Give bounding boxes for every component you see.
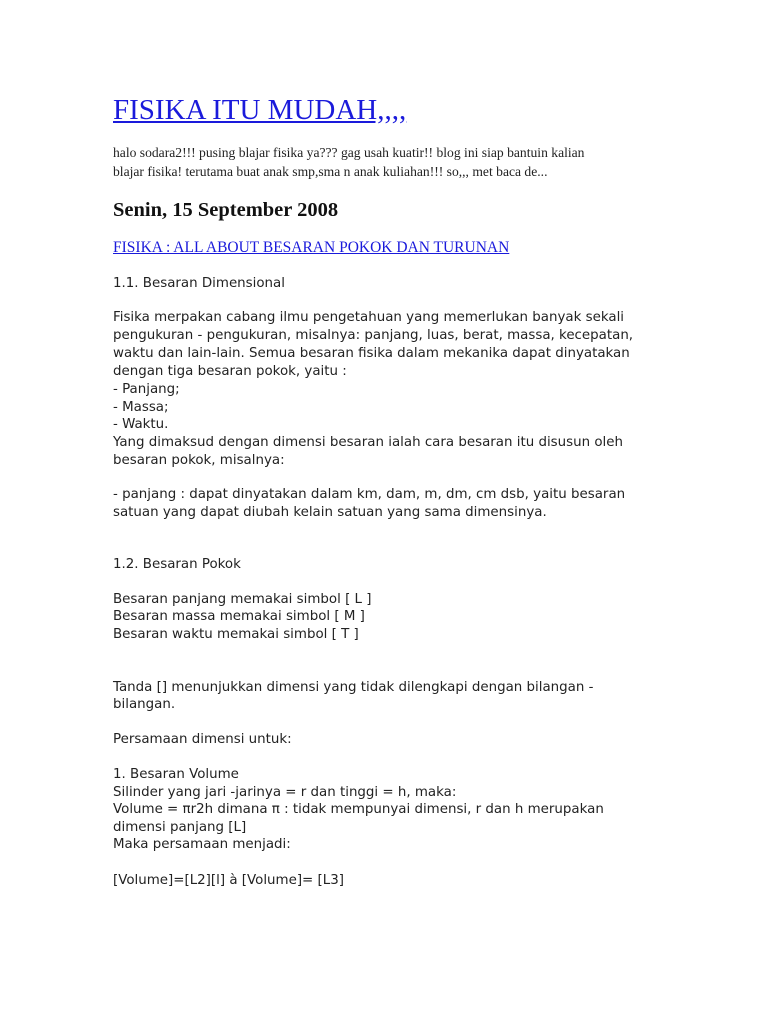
blog-description-line: blajar fisika! terutama buat anak smp,sma n anak kuliahan!!! so,,, met baca de... — [113, 164, 548, 179]
body-line: Yang dimaksud dengan dimensi besaran ialah cara besaran itu disusun oleh — [113, 435, 623, 450]
body-line: Besaran panjang memakai simbol [ L ] — [113, 592, 372, 607]
body-line: Besaran massa memakai simbol [ M ] — [113, 609, 365, 624]
section-heading: 1.1. Besaran Dimensional — [113, 276, 285, 291]
section-heading: 1.2. Besaran Pokok — [113, 557, 241, 572]
list-item: - Massa; — [113, 400, 169, 415]
body-line: dimensi panjang [L] — [113, 820, 247, 835]
blog-description — [113, 143, 653, 181]
body-line: besaran pokok, misalnya: — [113, 453, 285, 468]
body-line: Tanda [] menunjukkan dimensi yang tidak dilengkapi dengan bilangan - — [113, 680, 594, 695]
blog-description-line: halo sodara2!!! pusing blajar fisika ya??? gag usah kuatir!! blog ini siap bantuin kalian — [113, 145, 585, 160]
blog-title-link[interactable]: FISIKA ITU MUDAH,,,, — [113, 94, 407, 126]
body-line: pengukuran - pengukuran, misalnya: panjang, luas, berat, massa, kecepatan, — [113, 328, 634, 343]
formula-line: [Volume]=[L2][l] à [Volume]= [L3] — [113, 873, 344, 888]
date-header: Senin, 15 September 2008 — [113, 199, 339, 221]
body-line: dengan tiga besaran pokok, yaitu : — [113, 364, 347, 379]
body-line: Fisika merpakan cabang ilmu pengetahuan yang memerlukan banyak sekali — [113, 310, 625, 325]
list-item: - Panjang; — [113, 382, 180, 397]
subsection-heading: 1. Besaran Volume — [113, 767, 239, 782]
body-line: waktu dan lain-lain. Semua besaran fisika dalam mekanika dapat dinyatakan — [113, 346, 630, 361]
body-line: - panjang : dapat dinyatakan dalam km, dam, m, dm, cm dsb, yaitu besaran — [113, 487, 626, 502]
body-line: bilangan. — [113, 697, 176, 712]
body-line: Besaran waktu memakai simbol [ T ] — [113, 627, 359, 642]
body-line: satuan yang dapat diubah kelain satuan yang sama dimensinya. — [113, 505, 547, 520]
post-title-link[interactable]: FISIKA : ALL ABOUT BESARAN POKOK DAN TURUNAN — [113, 239, 510, 256]
list-item: - Waktu. — [113, 417, 169, 432]
body-line: Volume = πr2h dimana π : tidak mempunyai dimensi, r dan h merupakan — [113, 802, 604, 817]
body-line: Maka persamaan menjadi: — [113, 837, 291, 852]
body-line: Silinder yang jari -jarinya = r dan tinggi = h, maka: — [113, 785, 457, 800]
body-line: Persamaan dimensi untuk: — [113, 732, 292, 747]
